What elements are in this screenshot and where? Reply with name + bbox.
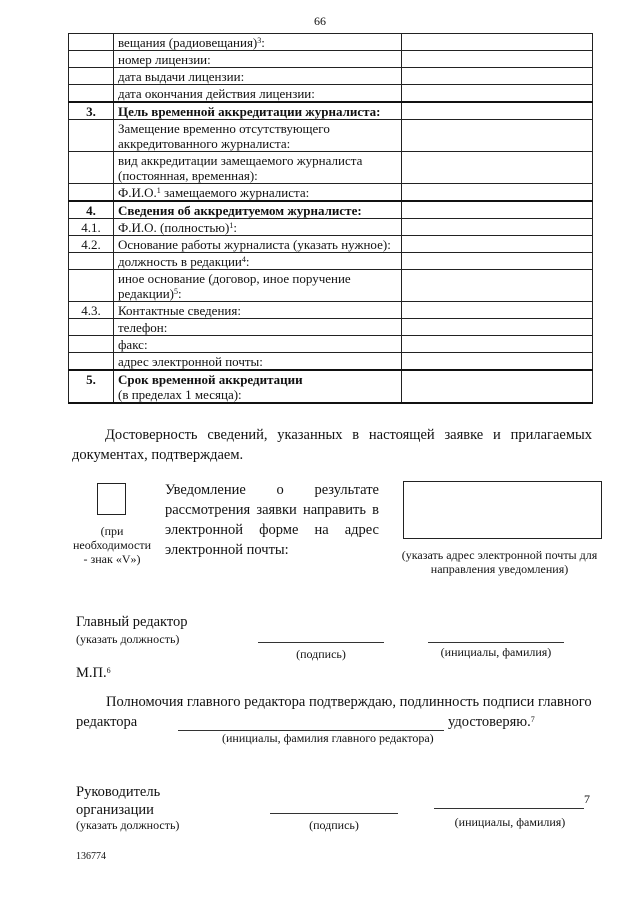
row-value-cell [402, 201, 593, 219]
row-value-cell[interactable] [402, 51, 593, 68]
head-position-hint: (указать должность) [76, 818, 180, 832]
row-label: дата выдачи лицензии: [114, 68, 402, 85]
table-row [69, 102, 593, 120]
editor-signature-line[interactable] [258, 642, 384, 643]
row-label: Сведения об аккредитуемом журналисте: [114, 201, 402, 219]
row-label: Основание работы журналиста (указать нужное): [114, 236, 402, 253]
table-row [69, 236, 593, 253]
row-label: должность в редакции$^4$: [114, 253, 402, 270]
head-footnote: 7 [584, 792, 590, 806]
table-row [69, 201, 593, 219]
row-label: номер лицензии: [114, 51, 402, 68]
row-label: вещания (радиовещания)$^3$: [114, 34, 402, 51]
row-label: вид аккредитации замещаемого журналиста (постоянная, временная): [114, 152, 402, 184]
row-value-cell [402, 120, 593, 152]
row-label: факс: [114, 336, 402, 353]
row-number: 5. [69, 370, 114, 403]
head-signature-hint: (подпись) [309, 818, 359, 832]
checkbox-hint: (при необходимости - знак «V») [72, 524, 151, 566]
row-value-cell[interactable] [402, 152, 593, 184]
authority-hint: (инициалы, фамилия главного редактора) [222, 731, 434, 745]
footer-code: 136774 [76, 851, 106, 862]
table-row [69, 85, 593, 103]
row-label: иное основание (договор, иное поручение редакции)$^5$: [114, 270, 402, 302]
table-row [69, 253, 593, 270]
row-number: 4. [69, 201, 114, 219]
row-number [69, 34, 114, 51]
row-number [69, 85, 114, 103]
authority-text [76, 692, 600, 732]
row-number [69, 336, 114, 353]
row-label: Замещение временно отсутствующего аккредитованного журналиста: [114, 120, 402, 152]
head-title-line2: организации [76, 802, 154, 818]
row-value-cell[interactable] [402, 370, 593, 403]
row-label: Ф.И.О.$^1$ замещаемого журналиста: [114, 184, 402, 202]
row-number [69, 120, 114, 152]
page-number: 66 [314, 14, 326, 28]
table-row [69, 184, 593, 202]
row-number: 4.1. [69, 219, 114, 236]
table-row [69, 336, 593, 353]
confirmation-text: Достоверность сведений, указанных в настоящей заявке и прилагаемых документах, подтверждаем. [72, 427, 592, 463]
row-value-cell [402, 302, 593, 319]
row-number [69, 270, 114, 302]
row-number [69, 253, 114, 270]
head-title-line1: Руководитель [76, 784, 161, 800]
row-number: 3. [69, 102, 114, 120]
row-value-cell[interactable] [402, 319, 593, 336]
stamp-footnote: 6 [106, 666, 111, 675]
email-hint: (указать адрес электронной почты для направления уведомления) [401, 548, 598, 576]
row-value-cell[interactable] [402, 68, 593, 85]
editor-signature-hint: (подпись) [296, 647, 346, 661]
table-row [69, 51, 593, 68]
table-row [69, 68, 593, 85]
head-name-hint: (инициалы, фамилия) [454, 815, 566, 829]
authority-text-part1: Полномочия главного редактора подтверждаю, подлинность подписи главного редактора [76, 694, 592, 730]
row-label: Ф.И.О. (полностью)$^1$: [114, 219, 402, 236]
row-number: 4.3. [69, 302, 114, 319]
table-row [69, 370, 593, 403]
notification-checkbox[interactable] [97, 483, 126, 515]
row-label: адрес электронной почты: [114, 353, 402, 371]
table-row [69, 120, 593, 152]
editor-name-line[interactable] [428, 642, 564, 643]
head-signature-line[interactable] [270, 813, 398, 814]
row-value-cell[interactable] [402, 253, 593, 270]
notification-text: Уведомление о результате рассмотрения заявки направить в электронной форме на адрес электронной почты: [165, 482, 379, 558]
row-number [69, 68, 114, 85]
row-number [69, 152, 114, 184]
stamp-label [76, 663, 111, 683]
table-row [69, 152, 593, 184]
authority-text-end: удостоверяю.$^7$ [448, 714, 535, 730]
row-number: 4.2. [69, 236, 114, 253]
table-row [69, 34, 593, 51]
row-value-cell[interactable] [402, 353, 593, 371]
editor-position-hint: (указать должность) [76, 632, 180, 646]
row-value-cell[interactable] [402, 184, 593, 202]
stamp-text: М.П. [76, 665, 107, 681]
row-label: Срок временной аккредитации (в пределах 1 месяца): [114, 370, 402, 403]
table-row [69, 302, 593, 319]
row-label: дата окончания действия лицензии: [114, 85, 402, 103]
row-number [69, 319, 114, 336]
editor-name-hint: (инициалы, фамилия) [440, 645, 552, 659]
row-number [69, 353, 114, 371]
row-value-cell[interactable] [402, 236, 593, 253]
row-value-cell[interactable] [402, 219, 593, 236]
email-input-box[interactable] [403, 481, 602, 539]
table-row [69, 219, 593, 236]
row-label: телефон: [114, 319, 402, 336]
row-label: Контактные сведения: [114, 302, 402, 319]
row-value-cell [402, 102, 593, 120]
row-number [69, 51, 114, 68]
row-value-cell[interactable] [402, 85, 593, 103]
table-row [69, 319, 593, 336]
table-row [69, 270, 593, 302]
row-number [69, 184, 114, 202]
row-value-cell[interactable] [402, 270, 593, 302]
row-label: Цель временной аккредитации журналиста: [114, 102, 402, 120]
row-value-cell [402, 34, 593, 51]
accreditation-form-table [68, 33, 593, 404]
row-value-cell[interactable] [402, 336, 593, 353]
head-name-line[interactable] [434, 808, 584, 809]
table-row [69, 353, 593, 371]
editor-title: Главный редактор [76, 614, 188, 630]
